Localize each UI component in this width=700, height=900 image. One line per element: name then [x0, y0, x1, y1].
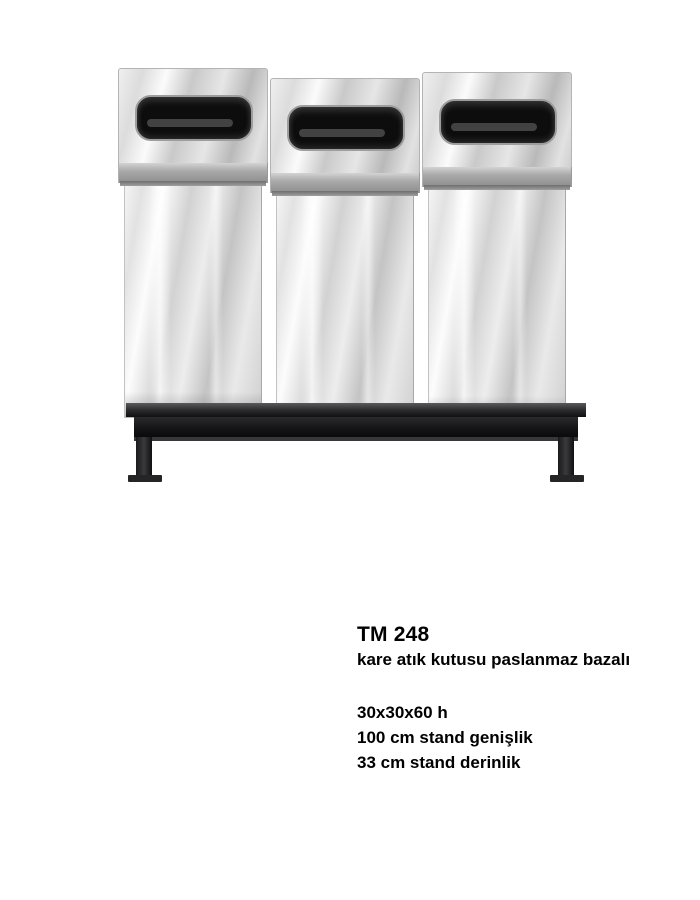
stand-front-panel: [134, 417, 578, 437]
stand-foot-left: [128, 475, 162, 482]
stand-foot-right: [550, 475, 584, 482]
bin-body-sheen-2b: [361, 196, 375, 428]
bin-lid-3: [422, 72, 572, 190]
bin-opening-highlight-1: [147, 119, 233, 127]
bin-lid-skirt-3: [422, 167, 572, 187]
bin-lid-2: [270, 78, 420, 196]
bin-body-sheen-1: [149, 186, 171, 418]
bin-body-2: [276, 196, 414, 428]
bin-lid-1: [118, 68, 268, 186]
bins-illustration: [108, 78, 598, 528]
spec-stand-width: 100 cm stand genişlik: [357, 728, 533, 747]
bin-lid-skirt-1: [118, 163, 268, 183]
bin-body-sheen-3b: [513, 190, 527, 422]
spec-stand-depth: 33 cm stand derinlik: [357, 753, 521, 772]
bin-body-sheen-2: [301, 196, 323, 428]
product-image: [108, 78, 598, 528]
waste-bin-3: [422, 72, 572, 452]
bin-opening-1: [135, 95, 253, 141]
bin-body-3: [428, 190, 566, 422]
stand-bottom-edge: [134, 437, 578, 441]
bin-body-1: [124, 186, 262, 418]
stand-leg-left: [136, 437, 152, 477]
product-specs: [357, 700, 700, 775]
bin-opening-2: [287, 105, 405, 151]
bin-body-sheen-3: [453, 190, 475, 422]
bin-opening-highlight-2: [299, 129, 385, 137]
bin-lid-top-2: [270, 78, 420, 174]
bin-lid-skirt-2: [270, 173, 420, 193]
bin-opening-3: [439, 99, 557, 145]
bin-stand: [126, 403, 586, 455]
stand-top-rail: [126, 403, 586, 417]
product-code: TM 248: [357, 623, 430, 646]
bin-opening-highlight-3: [451, 123, 537, 131]
product-description: kare atık kutusu paslanmaz bazalı: [357, 650, 631, 669]
waste-bin-2: [270, 78, 420, 458]
bin-lid-top-3: [422, 72, 572, 168]
waste-bin-1: [118, 68, 268, 448]
bin-body-sheen-1b: [209, 186, 223, 418]
stand-leg-right: [558, 437, 574, 477]
bin-lid-top-1: [118, 68, 268, 164]
product-caption: [357, 622, 700, 775]
spec-dimensions: 30x30x60 h: [357, 703, 448, 722]
